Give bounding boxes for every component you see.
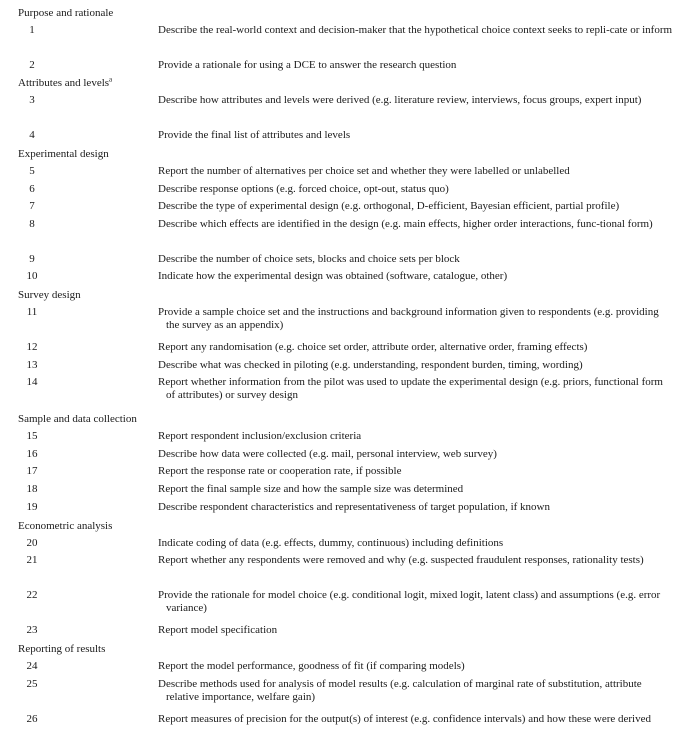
table-row — [0, 94, 682, 129]
table-row — [0, 554, 682, 589]
item-number: 20 — [26, 537, 38, 549]
table-row — [0, 200, 682, 218]
item-number: 23 — [26, 624, 38, 636]
table-row — [0, 483, 682, 501]
section-heading — [0, 519, 682, 537]
item-description: Indicate coding of data (e.g. effects, dummy, continuous) including definitions — [158, 537, 504, 549]
table-row — [0, 589, 682, 624]
table-row — [0, 537, 682, 554]
item-number: 17 — [26, 465, 38, 477]
table-row — [0, 430, 682, 448]
item-number: 18 — [26, 483, 38, 495]
item-number: 8 — [29, 218, 35, 230]
item-description: Report the final sample size and how the sample size was determined — [158, 483, 464, 495]
item-description: Describe the real-world context and decision-maker that the hypothetical choice context seeks to repli-cate or inform — [158, 24, 673, 36]
item-description: Report the response rate or cooperation rate, if possible — [158, 465, 402, 477]
item-description: Report model specification — [158, 624, 278, 636]
table-row — [0, 660, 682, 678]
item-description: Provide a sample choice set and the instructions and background information given to respondents (e.g. providing the survey as an appendix) — [158, 306, 659, 331]
section-title: Reporting of results — [18, 643, 106, 655]
item-description: Provide a rationale for using a DCE to answer the research question — [158, 59, 457, 71]
section-heading — [0, 147, 682, 165]
item-description: Provide the rationale for model choice (e.g. conditional logit, mixed logit, latent class) and assumptions (e.g. error variance) — [158, 589, 661, 614]
table-row — [0, 253, 682, 270]
item-number: 22 — [26, 589, 38, 601]
section-title: Experimental design — [18, 148, 109, 160]
item-description: Report respondent inclusion/exclusion criteria — [158, 430, 362, 442]
item-description: Describe respondent characteristics and representativeness of target population, if known — [158, 501, 550, 513]
item-description: Describe the type of experimental design (e.g. orthogonal, D-efficient, Bayesian efficient, partial profile) — [158, 200, 620, 212]
item-number: 15 — [26, 430, 38, 442]
table-row — [0, 465, 682, 483]
section-heading — [0, 288, 682, 306]
table-row — [0, 218, 682, 253]
item-description: Describe which effects are identified in the design (e.g. main effects, higher order interactions, func-tional form) — [158, 218, 653, 230]
footnote-marker: a — [109, 75, 113, 84]
table-row — [0, 359, 682, 376]
section-heading — [0, 412, 682, 430]
item-number: 7 — [29, 200, 35, 212]
item-number: 4 — [29, 129, 35, 141]
table-row — [0, 713, 682, 740]
item-number: 1 — [29, 24, 35, 36]
item-description: Describe how data were collected (e.g. mail, personal interview, web survey) — [158, 448, 497, 460]
item-number: 11 — [26, 306, 38, 318]
item-number: 19 — [26, 501, 38, 513]
item-description: Indicate how the experimental design was obtained (software, catalogue, other) — [158, 270, 508, 282]
item-number: 21 — [26, 554, 38, 566]
section-title: Purpose and rationale — [18, 7, 114, 19]
item-number: 13 — [26, 359, 38, 371]
table-row — [0, 183, 682, 200]
table-row — [0, 165, 682, 183]
item-number: 14 — [26, 376, 38, 388]
table-row — [0, 270, 682, 288]
item-number: 16 — [26, 448, 38, 460]
section-title: Econometric analysis — [18, 520, 113, 532]
table-row — [0, 501, 682, 519]
item-description: Report the model performance, goodness of fit (if comparing models) — [158, 660, 465, 672]
section-title: Survey design — [18, 289, 81, 301]
item-number: 12 — [26, 341, 38, 353]
section-title: Attributes and levels — [18, 77, 110, 89]
section-title: Sample and data collection — [18, 413, 137, 425]
table-row — [0, 59, 682, 76]
item-number: 5 — [29, 165, 35, 177]
item-description: Describe methods used for analysis of model results (e.g. calculation of marginal rate of substitution, attribute relative importance, welfare gain) — [158, 678, 642, 703]
item-description: Report whether information from the pilot was used to update the experimental design (e.g. priors, functional form of attributes) or survey design — [158, 376, 663, 401]
table-row — [0, 376, 682, 412]
table-row — [0, 306, 682, 341]
item-description: Report the number of alternatives per choice set and whether they were labelled or unlabelled — [158, 165, 570, 177]
item-description: Report whether any respondents were removed and why (e.g. suspected fraudulent responses, rationality tests) — [158, 554, 644, 566]
item-description: Provide the final list of attributes and levels — [158, 129, 351, 141]
item-number: 2 — [29, 59, 35, 71]
item-number: 6 — [29, 183, 35, 195]
item-description: Report measures of precision for the output(s) of interest (e.g. confidence intervals) and how these were derived — [158, 713, 651, 725]
table-row — [0, 678, 682, 713]
item-description: Describe what was checked in piloting (e.g. understanding, respondent burden, timing, wording) — [158, 359, 583, 371]
item-description: Describe response options (e.g. forced choice, opt-out, status quo) — [158, 183, 449, 195]
item-description: Describe how attributes and levels were derived (e.g. literature review, interviews, focus groups, expert input) — [158, 94, 642, 106]
item-number: 26 — [26, 713, 38, 725]
table-row — [0, 24, 682, 59]
table-row — [0, 129, 682, 147]
item-description: Report any randomisation (e.g. choice set order, attribute order, alternative order, framing effects) — [158, 341, 588, 353]
item-number: 3 — [29, 94, 35, 106]
table-row — [0, 624, 682, 642]
table-row — [0, 341, 682, 359]
item-description: Describe the number of choice sets, blocks and choice sets per block — [158, 253, 460, 265]
item-number: 24 — [26, 660, 38, 672]
table-row — [0, 448, 682, 465]
item-number: 25 — [26, 678, 38, 690]
section-heading — [0, 76, 682, 94]
section-heading — [0, 642, 682, 660]
section-heading — [0, 6, 682, 24]
item-number: 9 — [29, 253, 35, 265]
item-number: 10 — [26, 270, 38, 282]
